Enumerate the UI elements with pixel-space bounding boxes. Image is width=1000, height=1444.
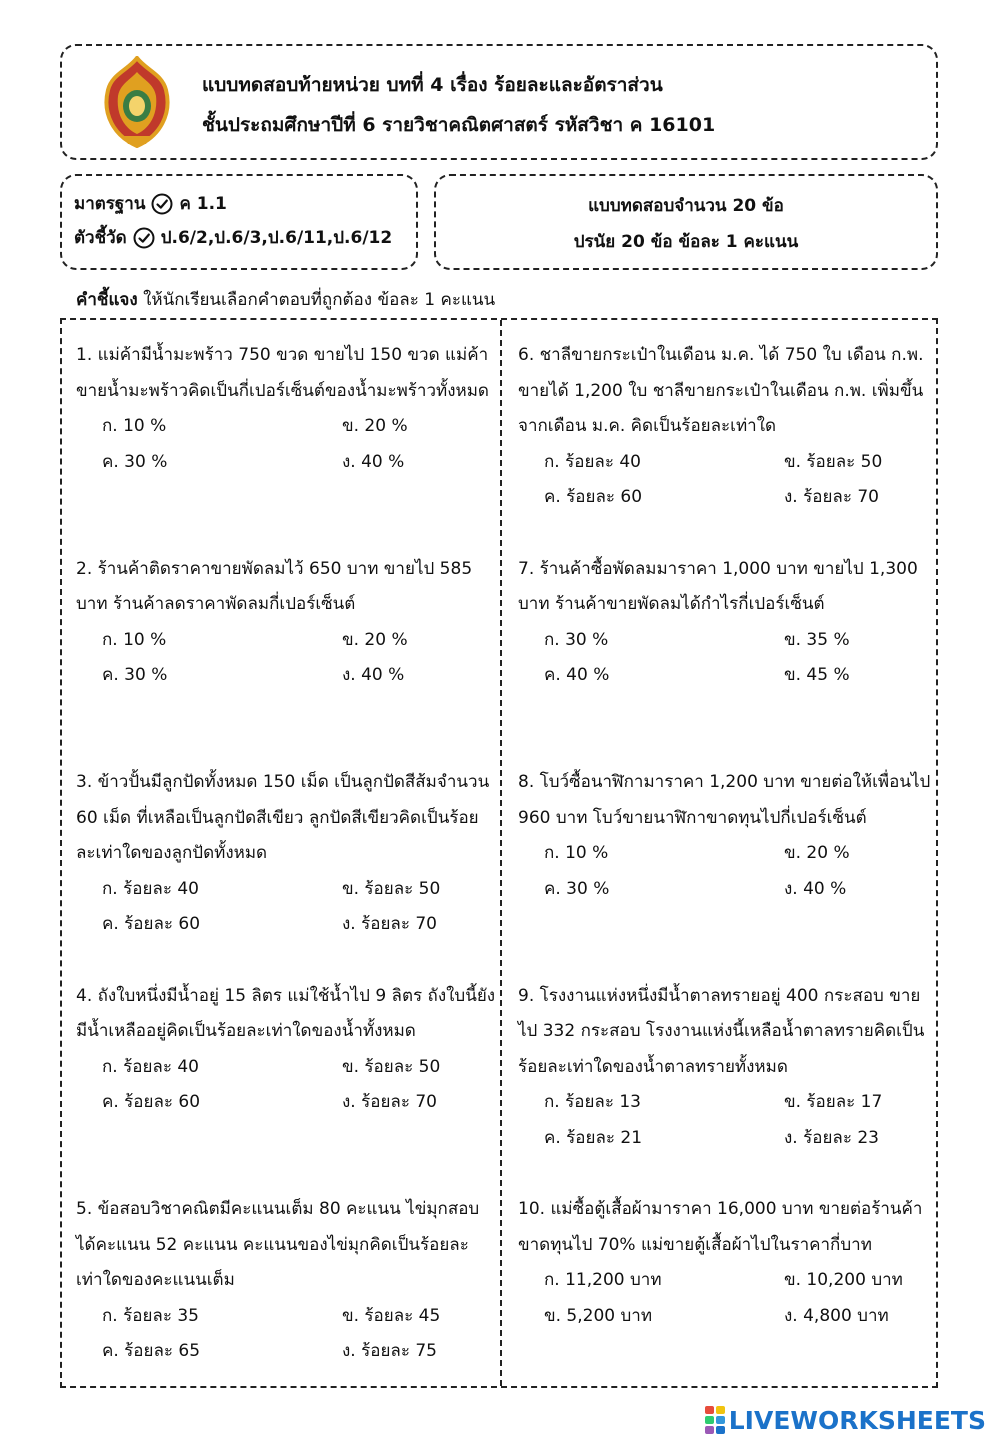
choice-list	[518, 1085, 938, 1156]
choice-option[interactable]: ข. 5,200 บาท	[544, 1305, 653, 1326]
choice-list	[518, 623, 938, 694]
choice-option[interactable]: ก. 10 %	[544, 843, 609, 863]
indicator-value: ป.6/2,ป.6/3,ป.6/11,ป.6/12	[160, 228, 393, 248]
check-circle-icon	[133, 227, 155, 249]
choice-list	[76, 409, 496, 480]
check-circle-icon	[151, 193, 173, 215]
question-text: 3. ข้าวปั้นมีลูกปัดทั้งหมด 150 เม็ด เป็นลูกปัดสีส้มจำนวน 60 เม็ด ที่เหลือเป็นลูกปัดสีเขียว ลูกปัดสีเขียวคิดเป็นร้อยละเท่าใดของลูกปัดทั้งหมด	[76, 772, 490, 863]
exam-subtitle: ชั้นประถมศึกษาปีที่ 6 รายวิชาคณิตศาสตร์ รหัสวิชา ค 16101	[202, 114, 716, 136]
question-text: 9. โรงงานแห่งหนึ่งมีน้ำตาลทรายอยู่ 400 กระสอบ ขายไป 332 กระสอบ โรงงานแห่งนี้เหลือน้ำตาลทรายคิดเป็นร้อยละเท่าใดของน้ำตาลทรายทั้งหมด	[518, 985, 925, 1077]
question-5	[76, 1192, 496, 1406]
choice-option[interactable]: ก. 10 %	[102, 416, 167, 436]
question-1	[76, 338, 496, 552]
choice-option[interactable]: ง. ร้อยละ 70	[342, 914, 437, 934]
question-9	[518, 979, 938, 1193]
choice-option[interactable]: ก. 10 %	[102, 629, 167, 650]
standards-box	[60, 174, 418, 270]
choice-list	[518, 836, 938, 907]
choice-option[interactable]: ข. 20 %	[342, 629, 408, 650]
choice-option[interactable]: ง. ร้อยละ 23	[784, 1127, 879, 1148]
questions-box	[60, 318, 938, 1388]
choice-list	[76, 1299, 496, 1370]
question-text: 8. โบว์ซื้อนาฬิกามาราคา 1,200 บาท ขายต่อให้เพื่อนไป 960 บาท โบว์ขายนาฬิกาขาดทุนไปกี่เปอร์เซ็นต์	[518, 772, 931, 828]
choice-list	[518, 1263, 938, 1334]
choice-option[interactable]: ก. ร้อยละ 35	[102, 1305, 199, 1326]
indicator-line	[74, 224, 392, 251]
choice-option[interactable]: ก. ร้อยละ 40	[102, 1056, 199, 1077]
questions-left-column	[76, 338, 496, 1406]
choice-option[interactable]: ก. ร้อยละ 13	[544, 1092, 641, 1112]
choice-option[interactable]: ค. ร้อยละ 21	[544, 1127, 643, 1148]
choice-list	[76, 623, 496, 694]
test-scoring: ปรนัย 20 ข้อ ข้อละ 1 คะแนน	[573, 232, 799, 252]
choice-option[interactable]: ง. 40 %	[342, 665, 405, 685]
choice-option[interactable]: ข. 10,200 บาท	[784, 1270, 903, 1290]
choice-option[interactable]: ง. 4,800 บาท	[784, 1305, 889, 1326]
instruction-text: ให้นักเรียนเลือกคำตอบที่ถูกต้อง ข้อละ 1 คะแนน	[137, 290, 496, 310]
choice-option[interactable]: ข. 35 %	[784, 629, 850, 650]
choice-option[interactable]: ก. ร้อยละ 40	[102, 878, 199, 899]
choice-option[interactable]: ค. 40 %	[544, 665, 610, 685]
instruction-label: คำชี้แจง	[76, 290, 138, 310]
test-count: แบบทดสอบจำนวน 20 ข้อ	[588, 196, 784, 216]
choice-option[interactable]: ค. ร้อยละ 60	[544, 487, 643, 507]
choice-option[interactable]: ค. 30 %	[102, 451, 168, 472]
liveworksheets-text: LIVEWORKSHEETS	[728, 1405, 986, 1435]
choice-list	[76, 1050, 496, 1121]
standard-line	[74, 190, 227, 217]
test-info-box	[434, 174, 938, 270]
choice-option[interactable]: ข. 20 %	[784, 843, 850, 863]
choice-option[interactable]: ข. 20 %	[342, 416, 408, 436]
question-6	[518, 338, 938, 552]
question-3	[76, 765, 496, 979]
choice-option[interactable]: ง. ร้อยละ 70	[342, 1092, 437, 1112]
choice-option[interactable]: ค. ร้อยละ 60	[102, 1092, 201, 1112]
question-8	[518, 765, 938, 979]
question-text: 2. ร้านค้าติดราคาขายพัดลมไว้ 650 บาท ขายไป 585 บาท ร้านค้าลดราคาพัดลมกี่เปอร์เซ็นต์	[76, 558, 473, 614]
choice-option[interactable]: ข. ร้อยละ 50	[342, 1056, 441, 1077]
question-text: 10. แม่ซื้อตู้เสื้อผ้ามาราคา 16,000 บาท ขายต่อร้านค้าขาดทุนไป 70% แม่ขายตู้เสื้อผ้าไปในราคากี่บาท	[518, 1199, 923, 1255]
choice-option[interactable]: ข. ร้อยละ 50	[342, 878, 441, 899]
choice-option[interactable]: ง. ร้อยละ 75	[342, 1341, 437, 1361]
choice-option[interactable]: ก. ร้อยละ 40	[544, 451, 641, 472]
standard-value: ค 1.1	[179, 194, 227, 214]
question-10	[518, 1192, 938, 1406]
liveworksheets-logo-icon	[705, 1406, 725, 1434]
choice-list	[76, 872, 496, 943]
choice-option[interactable]: ง. 40 %	[342, 451, 405, 472]
questions-right-column	[518, 338, 938, 1406]
question-text: 5. ข้อสอบวิชาคณิตมีคะแนนเต็ม 80 คะแนน ไข่มุกสอบได้คะแนน 52 คะแนน คะแนนของไข่มุกคิดเป็นร้อยละเท่าใดของคะแนนเต็ม	[76, 1199, 480, 1290]
exam-title: แบบทดสอบท้ายหน่วย บทที่ 4 เรื่อง ร้อยละและอัตราส่วน	[202, 74, 663, 96]
question-2	[76, 552, 496, 766]
header-box	[60, 44, 938, 160]
question-text: 6. ชาลีขายกระเป๋าในเดือน ม.ค. ได้ 750 ใบ เดือน ก.พ. ขายได้ 1,200 ใบ ชาลีขายกระเป๋าในเดือน ก.พ. เพิ่มขึ้นจากเดือน ม.ค. คิดเป็นร้อยละเท่าใด	[518, 345, 924, 436]
choice-option[interactable]: ก. 30 %	[544, 629, 609, 650]
choice-option[interactable]: ข. 45 %	[784, 665, 850, 685]
choice-option[interactable]: ข. ร้อยละ 50	[784, 451, 883, 472]
standard-label: มาตรฐาน	[74, 194, 146, 214]
choice-list	[518, 445, 938, 516]
question-text: 7. ร้านค้าซื้อพัดลมมาราคา 1,000 บาท ขายไป 1,300 บาท ร้านค้าขายพัดลมได้กำไรกี่เปอร์เซ็นต์	[518, 558, 918, 614]
choice-option[interactable]: ก. 11,200 บาท	[544, 1270, 662, 1290]
question-7	[518, 552, 938, 766]
choice-option[interactable]: ง. 40 %	[784, 878, 847, 899]
choice-option[interactable]: ค. ร้อยละ 65	[102, 1341, 201, 1361]
instruction	[76, 286, 495, 313]
choice-option[interactable]: ข. ร้อยละ 17	[784, 1092, 883, 1112]
emblem-icon	[102, 56, 172, 148]
choice-option[interactable]: ค. 30 %	[102, 665, 168, 685]
question-text: 4. ถังใบหนึ่งมีน้ำอยู่ 15 ลิตร แม่ใช้น้ำไป 9 ลิตร ถังใบนี้ยังมีน้ำเหลืออยู่คิดเป็นร้อยละเท่าใดของน้ำทั้งหมด	[76, 985, 496, 1041]
question-text: 1. แม่ค้ามีน้ำมะพร้าว 750 ขวด ขายไป 150 ขวด แม่ค้าขายน้ำมะพร้าวคิดเป็นกี่เปอร์เซ็นต์ของน้ำมะพร้าวทั้งหมด	[76, 345, 489, 401]
choice-option[interactable]: ค. 30 %	[544, 878, 610, 899]
liveworksheets-watermark[interactable]	[705, 1402, 986, 1438]
choice-option[interactable]: ข. ร้อยละ 45	[342, 1305, 441, 1326]
indicator-label: ตัวชี้วัด	[74, 228, 127, 248]
choice-option[interactable]: ง. ร้อยละ 70	[784, 487, 879, 507]
choice-option[interactable]: ค. ร้อยละ 60	[102, 914, 201, 934]
question-4	[76, 979, 496, 1193]
